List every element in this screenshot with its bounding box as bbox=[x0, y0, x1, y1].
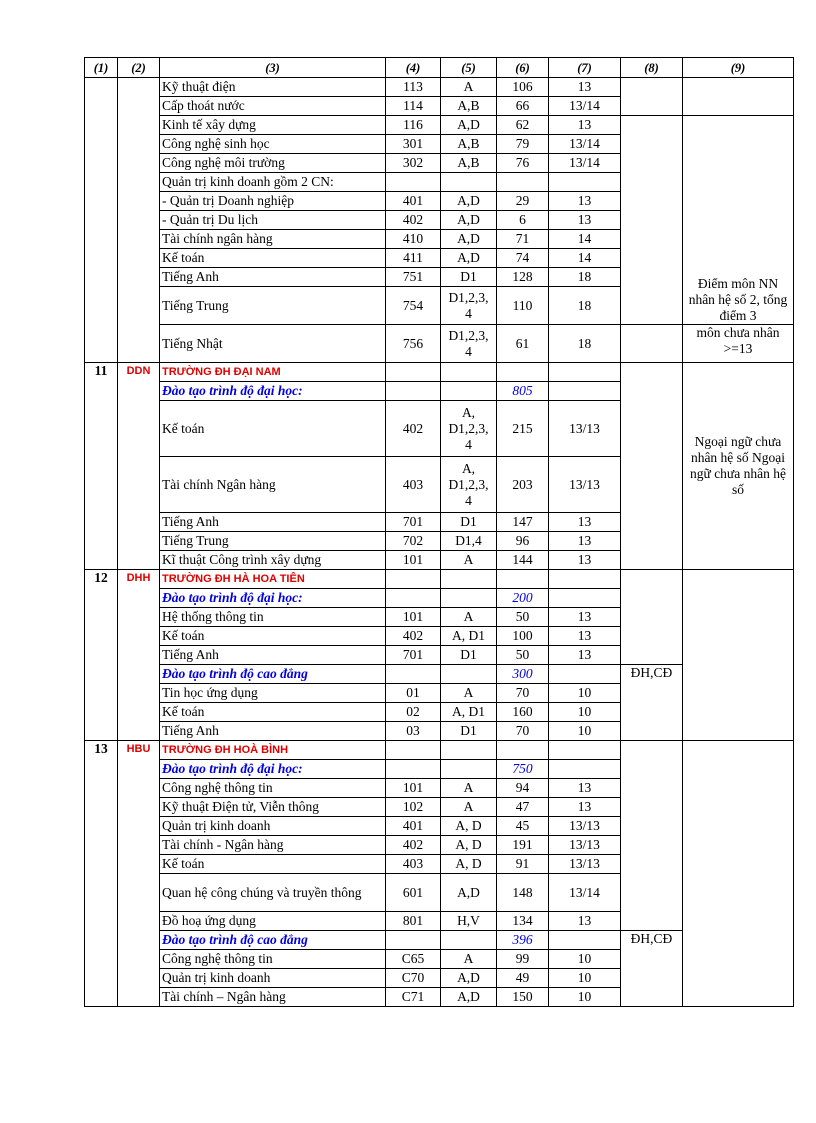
score-cell: 18 bbox=[549, 325, 621, 363]
major-code: 754 bbox=[386, 287, 441, 325]
level-total: 750 bbox=[497, 760, 549, 779]
admissions-table bbox=[84, 57, 794, 1007]
score-cell: 13 bbox=[549, 627, 621, 646]
block-cell: A,B bbox=[441, 97, 497, 116]
major-name: Tài chính - Ngân hàng bbox=[160, 836, 386, 855]
note-cell bbox=[683, 741, 794, 1007]
level-total: 300 bbox=[497, 665, 549, 684]
major-name: Công nghệ môi trường bbox=[160, 154, 386, 173]
score-cell: 18 bbox=[549, 268, 621, 287]
block-cell: A,B bbox=[441, 135, 497, 154]
level-total: 805 bbox=[497, 382, 549, 401]
col-header: (4) bbox=[386, 58, 441, 78]
col-header: (2) bbox=[118, 58, 160, 78]
col-header: (3) bbox=[160, 58, 386, 78]
block-cell: A, D1,2,3, 4 bbox=[441, 457, 497, 513]
header-row bbox=[85, 58, 794, 78]
major-code: 01 bbox=[386, 684, 441, 703]
score-cell: 13 bbox=[549, 798, 621, 817]
quota-cell: 191 bbox=[497, 836, 549, 855]
major-code: 756 bbox=[386, 325, 441, 363]
quota-cell: 71 bbox=[497, 230, 549, 249]
score-cell: 13/13 bbox=[549, 855, 621, 874]
major-code: 403 bbox=[386, 855, 441, 874]
col-header: (5) bbox=[441, 58, 497, 78]
major-name: Kĩ thuật Công trình xây dựng bbox=[160, 551, 386, 570]
quota-cell: 110 bbox=[497, 287, 549, 325]
major-name: Kỹ thuật điện bbox=[160, 78, 386, 97]
quota-cell: 6 bbox=[497, 211, 549, 230]
major-name: Tài chính – Ngân hàng bbox=[160, 988, 386, 1007]
level-label: Đào tạo trình độ đại học: bbox=[160, 382, 386, 401]
block-cell: A bbox=[441, 779, 497, 798]
quota-cell: 45 bbox=[497, 817, 549, 836]
quota-cell: 66 bbox=[497, 97, 549, 116]
major-code: 116 bbox=[386, 116, 441, 135]
quota-cell: 50 bbox=[497, 608, 549, 627]
quota-cell: 91 bbox=[497, 855, 549, 874]
quota-cell: 61 bbox=[497, 325, 549, 363]
score-cell: 13 bbox=[549, 116, 621, 135]
quota-cell: 150 bbox=[497, 988, 549, 1007]
block-cell: A, D1 bbox=[441, 703, 497, 722]
score-cell: 13 bbox=[549, 646, 621, 665]
major-name: Quan hệ công chúng và truyền thông bbox=[160, 874, 386, 912]
block-cell: A, D1,2,3, 4 bbox=[441, 401, 497, 457]
col-header: (7) bbox=[549, 58, 621, 78]
quota-cell: 134 bbox=[497, 912, 549, 931]
score-cell: 10 bbox=[549, 684, 621, 703]
score-cell: 13 bbox=[549, 551, 621, 570]
block-cell: A,D bbox=[441, 192, 497, 211]
major-code: 102 bbox=[386, 798, 441, 817]
level-label: Đào tạo trình độ cao đẳng bbox=[160, 931, 386, 950]
quota-cell: 70 bbox=[497, 684, 549, 703]
school-number: 12 bbox=[85, 570, 118, 741]
block-cell: D1 bbox=[441, 646, 497, 665]
score-cell: 13/14 bbox=[549, 154, 621, 173]
quota-cell: 50 bbox=[497, 646, 549, 665]
level-note: ĐH,CĐ bbox=[621, 931, 683, 1007]
level-label: Đào tạo trình độ đại học: bbox=[160, 760, 386, 779]
score-cell: 13 bbox=[549, 192, 621, 211]
score-cell: 13/13 bbox=[549, 401, 621, 457]
quota-cell: 99 bbox=[497, 950, 549, 969]
major-code: 751 bbox=[386, 268, 441, 287]
score-cell: 13 bbox=[549, 608, 621, 627]
major-code: 402 bbox=[386, 401, 441, 457]
quota-cell: 215 bbox=[497, 401, 549, 457]
block-cell: A,D bbox=[441, 230, 497, 249]
note-cell bbox=[621, 78, 683, 116]
note-cell bbox=[621, 325, 683, 363]
major-code: 401 bbox=[386, 817, 441, 836]
major-name: Tiếng Anh bbox=[160, 722, 386, 741]
score-cell: 13/14 bbox=[549, 135, 621, 154]
note-cell bbox=[621, 741, 683, 931]
block-cell: A, D bbox=[441, 855, 497, 874]
note-cell bbox=[621, 570, 683, 665]
school-row bbox=[85, 570, 794, 589]
major-code: 101 bbox=[386, 551, 441, 570]
major-name: Tài chính ngân hàng bbox=[160, 230, 386, 249]
table-row bbox=[85, 325, 794, 363]
score-cell: 13 bbox=[549, 912, 621, 931]
col-header: (8) bbox=[621, 58, 683, 78]
major-name: Kế toán bbox=[160, 855, 386, 874]
major-code: 402 bbox=[386, 627, 441, 646]
score-cell: 13 bbox=[549, 211, 621, 230]
quota-cell: 49 bbox=[497, 969, 549, 988]
major-name: - Quản trị Du lịch bbox=[160, 211, 386, 230]
major-code: 113 bbox=[386, 78, 441, 97]
level-total: 396 bbox=[497, 931, 549, 950]
note-cell bbox=[621, 116, 683, 325]
major-name: Kế toán bbox=[160, 249, 386, 268]
table-row bbox=[85, 78, 794, 97]
block-cell: A, D1 bbox=[441, 627, 497, 646]
level-label: Đào tạo trình độ đại học: bbox=[160, 589, 386, 608]
quota-cell: 96 bbox=[497, 532, 549, 551]
block-cell: A,D bbox=[441, 969, 497, 988]
block-cell: A bbox=[441, 684, 497, 703]
major-name: Quản trị kinh doanh gồm 2 CN: bbox=[160, 173, 386, 192]
major-code: 03 bbox=[386, 722, 441, 741]
code-cell bbox=[118, 78, 160, 363]
major-code: 701 bbox=[386, 513, 441, 532]
score-cell: 13 bbox=[549, 78, 621, 97]
major-name: Đồ hoạ ứng dụng bbox=[160, 912, 386, 931]
major-name: Công nghệ thông tin bbox=[160, 950, 386, 969]
col-header: (1) bbox=[85, 58, 118, 78]
score-cell: 13/13 bbox=[549, 457, 621, 513]
quota-cell: 128 bbox=[497, 268, 549, 287]
major-name: Tiếng Anh bbox=[160, 513, 386, 532]
quota-cell bbox=[497, 173, 549, 192]
block-cell: A,D bbox=[441, 116, 497, 135]
major-code: 801 bbox=[386, 912, 441, 931]
num-cell bbox=[85, 78, 118, 363]
school-name: TRƯỜNG ĐH HÀ HOA TIÊN bbox=[160, 570, 386, 589]
quota-cell: 70 bbox=[497, 722, 549, 741]
level-note: ĐH,CĐ bbox=[621, 665, 683, 741]
score-cell: 10 bbox=[549, 950, 621, 969]
school-row bbox=[85, 741, 794, 760]
block-cell: A bbox=[441, 950, 497, 969]
major-code: 411 bbox=[386, 249, 441, 268]
block-cell: D1,4 bbox=[441, 532, 497, 551]
major-name: Kinh tế xây dựng bbox=[160, 116, 386, 135]
major-name: Tiếng Anh bbox=[160, 646, 386, 665]
major-code: C65 bbox=[386, 950, 441, 969]
major-code: 410 bbox=[386, 230, 441, 249]
block-cell: D1,2,3, 4 bbox=[441, 325, 497, 363]
major-code: C71 bbox=[386, 988, 441, 1007]
score-cell: 13 bbox=[549, 532, 621, 551]
block-cell: A bbox=[441, 551, 497, 570]
quota-cell: 144 bbox=[497, 551, 549, 570]
score-cell: 13/13 bbox=[549, 836, 621, 855]
score-cell: 13/14 bbox=[549, 97, 621, 116]
major-name: Tiếng Trung bbox=[160, 532, 386, 551]
quota-cell: 74 bbox=[497, 249, 549, 268]
block-cell: A bbox=[441, 608, 497, 627]
score-cell: 14 bbox=[549, 249, 621, 268]
major-name: Tiếng Anh bbox=[160, 268, 386, 287]
school-name: TRƯỜNG ĐH HOÀ BÌNH bbox=[160, 741, 386, 760]
major-code: 401 bbox=[386, 192, 441, 211]
quota-cell: 94 bbox=[497, 779, 549, 798]
score-cell: 13/14 bbox=[549, 874, 621, 912]
block-cell: A, D bbox=[441, 836, 497, 855]
major-name: Quản trị kinh doanh bbox=[160, 969, 386, 988]
major-name: Cấp thoát nước bbox=[160, 97, 386, 116]
school-code: DHH bbox=[118, 570, 160, 741]
level-label: Đào tạo trình độ cao đẳng bbox=[160, 665, 386, 684]
major-code: 701 bbox=[386, 646, 441, 665]
major-code: 302 bbox=[386, 154, 441, 173]
score-cell: 10 bbox=[549, 969, 621, 988]
block-cell bbox=[441, 173, 497, 192]
score-cell: 10 bbox=[549, 988, 621, 1007]
note-cell: Điểm môn NN nhân hệ số 2, tổng điểm 3 bbox=[683, 116, 794, 325]
block-cell: D1 bbox=[441, 513, 497, 532]
quota-cell: 147 bbox=[497, 513, 549, 532]
major-code: 101 bbox=[386, 779, 441, 798]
block-cell: A,D bbox=[441, 211, 497, 230]
block-cell: A,D bbox=[441, 874, 497, 912]
major-code: 702 bbox=[386, 532, 441, 551]
block-cell: A,D bbox=[441, 249, 497, 268]
major-code: 402 bbox=[386, 211, 441, 230]
major-name: Hệ thống thông tin bbox=[160, 608, 386, 627]
quota-cell: 148 bbox=[497, 874, 549, 912]
block-cell: A bbox=[441, 798, 497, 817]
score-cell: 13 bbox=[549, 779, 621, 798]
school-name: TRƯỜNG ĐH ĐẠI NAM bbox=[160, 363, 386, 382]
major-name: Quản trị kinh doanh bbox=[160, 817, 386, 836]
block-cell: A bbox=[441, 78, 497, 97]
block-cell: A, D bbox=[441, 817, 497, 836]
score-cell bbox=[549, 173, 621, 192]
major-name: Tiếng Nhật bbox=[160, 325, 386, 363]
school-number: 11 bbox=[85, 363, 118, 570]
note-cell bbox=[683, 78, 794, 116]
block-cell: H,V bbox=[441, 912, 497, 931]
note-cell bbox=[621, 363, 683, 570]
note-cell: Ngoại ngữ chưa nhân hệ số Ngoại ngữ chưa nhân hệ số bbox=[683, 363, 794, 570]
quota-cell: 203 bbox=[497, 457, 549, 513]
block-cell: A,D bbox=[441, 988, 497, 1007]
col-header: (6) bbox=[497, 58, 549, 78]
major-name: Kế toán bbox=[160, 627, 386, 646]
major-name: Kế toán bbox=[160, 401, 386, 457]
major-name: Kế toán bbox=[160, 703, 386, 722]
quota-cell: 100 bbox=[497, 627, 549, 646]
school-number: 13 bbox=[85, 741, 118, 1007]
score-cell: 13 bbox=[549, 513, 621, 532]
school-code: DDN bbox=[118, 363, 160, 570]
score-cell: 18 bbox=[549, 287, 621, 325]
block-cell: A,B bbox=[441, 154, 497, 173]
school-row bbox=[85, 363, 794, 382]
note-cell bbox=[683, 570, 794, 741]
quota-cell: 79 bbox=[497, 135, 549, 154]
major-code: 301 bbox=[386, 135, 441, 154]
major-name: Công nghệ sinh học bbox=[160, 135, 386, 154]
quota-cell: 47 bbox=[497, 798, 549, 817]
quota-cell: 160 bbox=[497, 703, 549, 722]
major-code: C70 bbox=[386, 969, 441, 988]
table-row bbox=[85, 116, 794, 135]
major-code bbox=[386, 173, 441, 192]
level-total: 200 bbox=[497, 589, 549, 608]
major-name: Kỹ thuật Điện tử, Viễn thông bbox=[160, 798, 386, 817]
major-name: Tài chính Ngân hàng bbox=[160, 457, 386, 513]
block-cell: D1 bbox=[441, 722, 497, 741]
major-code: 601 bbox=[386, 874, 441, 912]
quota-cell: 29 bbox=[497, 192, 549, 211]
score-cell: 10 bbox=[549, 722, 621, 741]
quota-cell: 76 bbox=[497, 154, 549, 173]
block-cell: D1 bbox=[441, 268, 497, 287]
major-code: 114 bbox=[386, 97, 441, 116]
score-cell: 13/13 bbox=[549, 817, 621, 836]
major-name: Công nghệ thông tin bbox=[160, 779, 386, 798]
major-name: Tin học ứng dụng bbox=[160, 684, 386, 703]
major-name: Tiếng Trung bbox=[160, 287, 386, 325]
note-cell: môn chưa nhân >=13 bbox=[683, 325, 794, 363]
major-code: 101 bbox=[386, 608, 441, 627]
score-cell: 10 bbox=[549, 703, 621, 722]
quota-cell: 62 bbox=[497, 116, 549, 135]
school-code: HBU bbox=[118, 741, 160, 1007]
block-cell: D1,2,3, 4 bbox=[441, 287, 497, 325]
score-cell: 14 bbox=[549, 230, 621, 249]
quota-cell: 106 bbox=[497, 78, 549, 97]
major-code: 403 bbox=[386, 457, 441, 513]
col-header: (9) bbox=[683, 58, 794, 78]
major-code: 02 bbox=[386, 703, 441, 722]
major-code: 402 bbox=[386, 836, 441, 855]
major-name: - Quản trị Doanh nghiệp bbox=[160, 192, 386, 211]
